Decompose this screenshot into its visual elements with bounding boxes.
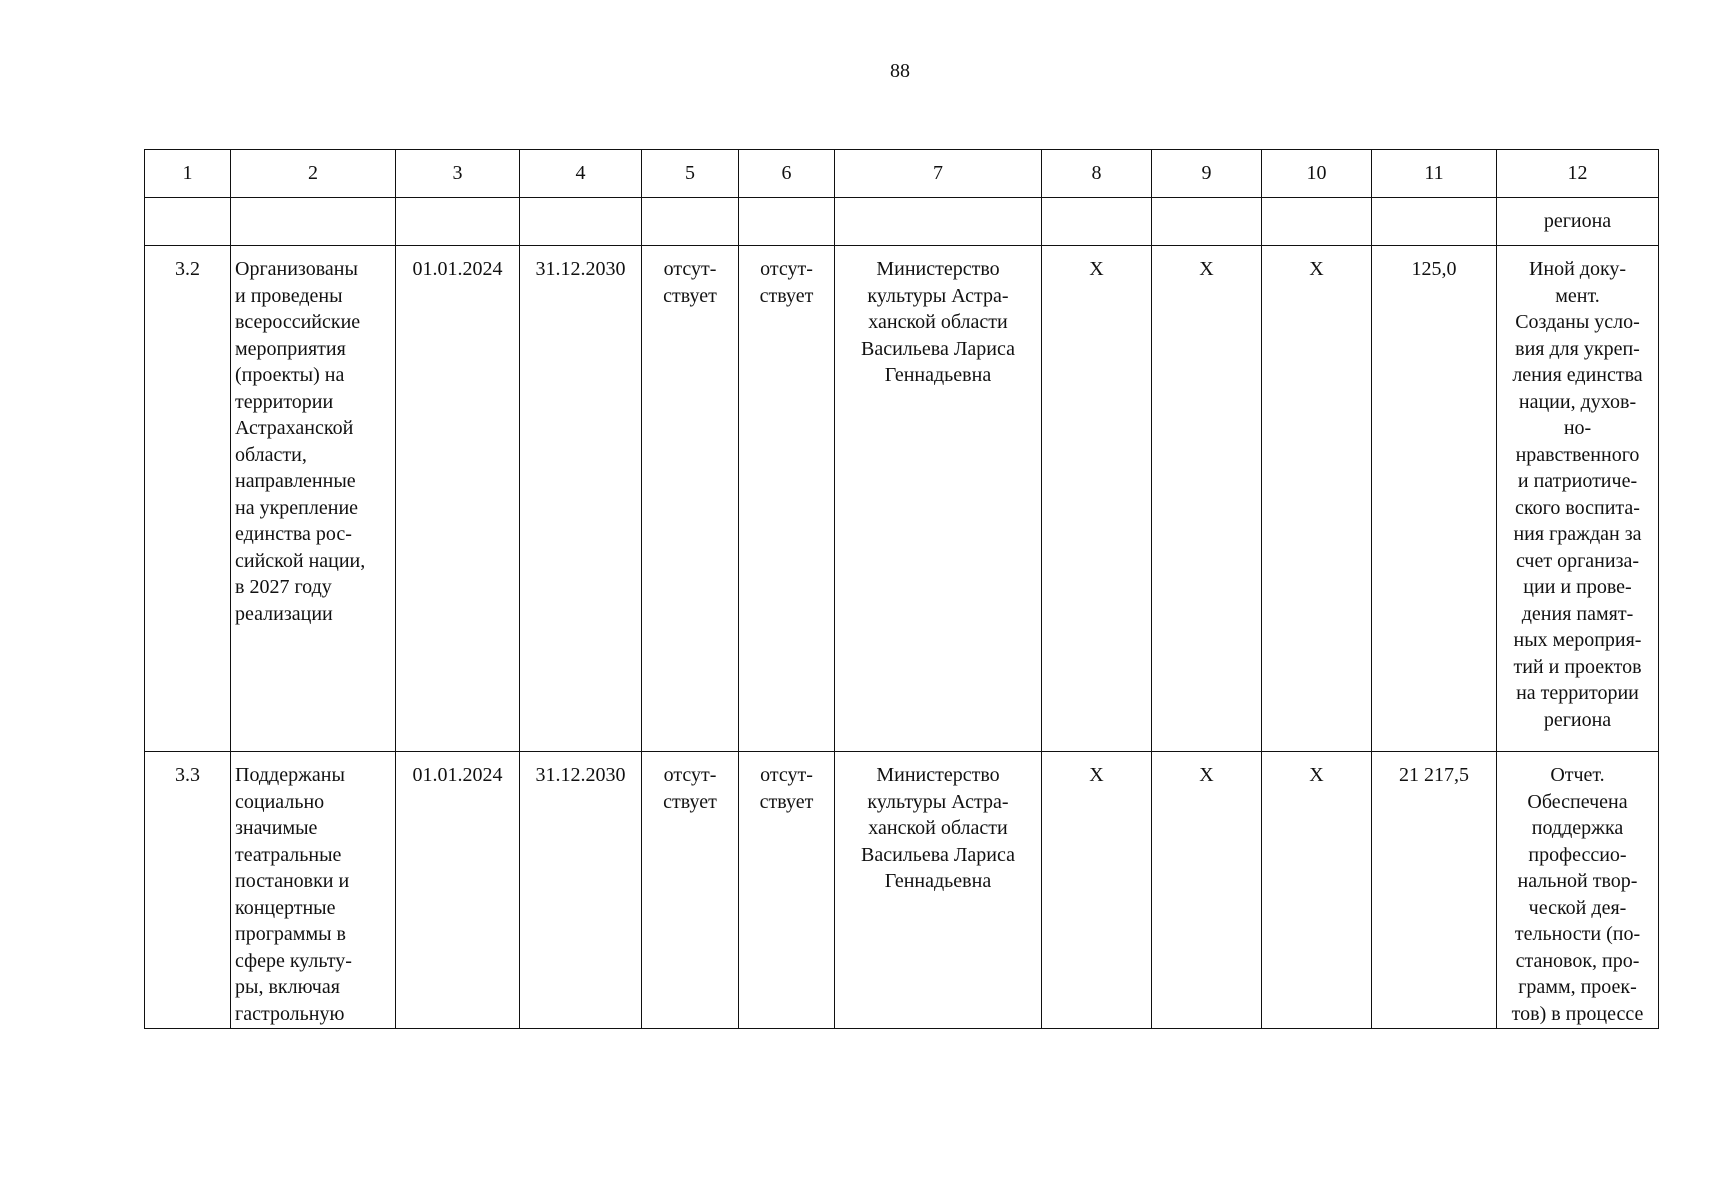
col8-cell: X: [1042, 752, 1152, 1029]
start-date-cell: 01.01.2024: [396, 246, 520, 752]
col-header-6: 6: [739, 150, 835, 198]
col10-cell: X: [1262, 246, 1372, 752]
continuation-row: [145, 198, 1659, 246]
col6-cell: отсут- ствует: [739, 752, 835, 1029]
row-number-cell: 3.2: [145, 246, 231, 752]
column-numbers-row: [145, 150, 1659, 198]
col-header-7: 7: [835, 150, 1042, 198]
end-date-cell: 31.12.2030: [520, 246, 642, 752]
col-header-9: 9: [1152, 150, 1262, 198]
col-header-8: 8: [1042, 150, 1152, 198]
col9-cell: X: [1152, 752, 1262, 1029]
col-header-10: 10: [1262, 150, 1372, 198]
plan-table: [144, 149, 1659, 1029]
result-cell: Организованы и проведены всероссийские мероприятия (проекты) на территории Астраханской области, направленные на укрепление единства рос- сийской нации, в 2027 году реализации: [231, 246, 396, 752]
row-number-cell: 3.3: [145, 752, 231, 1029]
col8-cell: X: [1042, 246, 1152, 752]
result-cell: Поддержаны социально значимые театральные постановки и концертные программы в сфере культу- ры, включая гастрольную: [231, 752, 396, 1029]
col9-cell: X: [1152, 246, 1262, 752]
col-header-2: 2: [231, 150, 396, 198]
responsible-cell: Министерство культуры Астра- ханской области Васильева Лариса Геннадьевна: [835, 752, 1042, 1029]
responsible-cell: Министерство культуры Астра- ханской области Васильева Лариса Геннадьевна: [835, 246, 1042, 752]
end-date-cell: 31.12.2030: [520, 752, 642, 1029]
continuation-document-cell: региона: [1497, 198, 1659, 246]
amount-cell: 21 217,5: [1372, 752, 1497, 1029]
col-header-1: 1: [145, 150, 231, 198]
document-cell: Отчет. Обеспечена поддержка профессио- нальной твор- ческой дея- тельности (по- становок, про- грамм, проек- тов) в процессе: [1497, 752, 1659, 1029]
table-row: [145, 246, 1659, 752]
document-cell: Иной доку- мент. Созданы усло- вия для укреп- ления единства нации, духов- но- нравственного и патриотиче- ского воспита- ния граждан за счет организа- ции и прове- дения памят- ных мероприя- тий и проектов на территории региона: [1497, 246, 1659, 752]
col-header-12: 12: [1497, 150, 1659, 198]
col10-cell: X: [1262, 752, 1372, 1029]
col6-cell: отсут- ствует: [739, 246, 835, 752]
amount-cell: 125,0: [1372, 246, 1497, 752]
col5-cell: отсут- ствует: [642, 752, 739, 1029]
col-header-4: 4: [520, 150, 642, 198]
start-date-cell: 01.01.2024: [396, 752, 520, 1029]
col-header-5: 5: [642, 150, 739, 198]
col-header-3: 3: [396, 150, 520, 198]
col-header-11: 11: [1372, 150, 1497, 198]
table-row: [145, 752, 1659, 1029]
col5-cell: отсут- ствует: [642, 246, 739, 752]
page-number: 88: [890, 60, 910, 82]
